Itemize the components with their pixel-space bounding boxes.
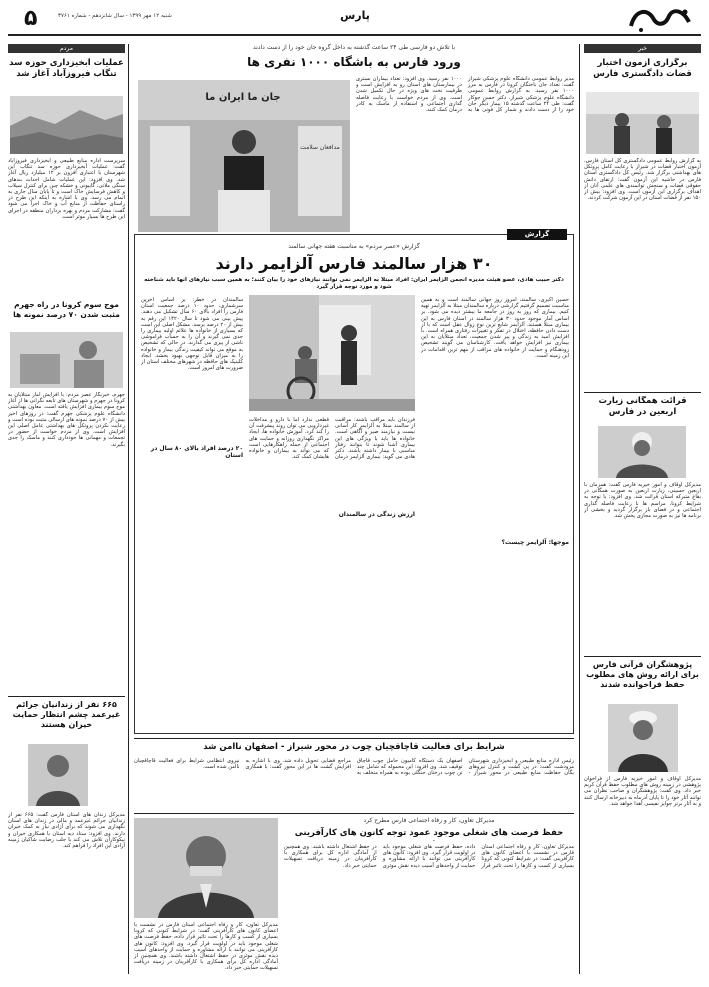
left-story3-photo [28, 744, 88, 806]
right-story1-body: به گزارش روابط عمومی دادگستری کل استان فارس، آزمون اختبار قضات در شیراز با رعایت کامل پروتکل های بهداشتی برگزار شد. رئیس کل دادگستری استان فارس در حاشیه این آزمون گفت: ارتقای دانش حقوقی قضات و سنجش توانمندی های علمی آنان از اهداف برگزاری این آزمون است. وی افزود: بیش از ۱۵۰ نفر از قضات استان در این آزمون شرکت کردند. [584, 158, 701, 202]
top-body: مدیر روابط عمومی دانشگاه علوم پزشکی شیراز گفت: تعداد جان باختگان کرونا در فارس به مرز ۱۰۰۰ نفر رسید. به گزارش روابط عمومی دانشگاه علوم پزشکی شیراز، دکتر حسن جوکار گفت: طی ۲۴ ساعت گذشته ۱۵ بیمار دیگر جان خود را از دست دادند و شمار کل فوتی ها به ۱۰۰۰ نفر رسید. وی افزود: تعداد بیماران بستری در بیمارستان های استان رو به افزایش است و ظرفیت تخت های ویژه در حال تکمیل شدن است. وی از مردم خواست با رعایت فاصله گذاری اجتماعی و استفاده از ماسک به کادر درمان کمک کنند. [356, 76, 574, 114]
right-story3-headline: پژوهشگران قرآنی فارس برای ارائه روش های مطلوب حفظ فراخوانده شدند [586, 660, 699, 689]
feature-kicker: گزارش «عصر مردم» به مناسبت هفته جهانی سالمند [288, 243, 420, 250]
page-number: ۵ [24, 6, 38, 31]
feature-col-left: سالمندان در خطر: بر اساس آخرین سرشماری، حدود ۱۰ درصد جمعیت استان فارس را افراد بالای ۶۰ سال تشکیل می دهند. پیش بینی می شود تا سال ۱۴۲۰ این رقم به بیش از ۲۰ درصد برسد. مشکل اصلی این است که بسیاری از خانواده ها علائم اولیه بیماری را جدی نمی گیرند و آن را به حساب فراموشی ناشی از پیری می گذارند. در حالی که تشخیص به موقع می تواند کیفیت زندگی بیمار و خانواده را به میزان قابل توجهی بهبود بخشد. ایجاد کلینیک های حافظه در شهرهای مختلف استان از ضرورت های امروز است. [141, 297, 243, 372]
feature-subhead-1: موجها: آلزایمر چیست؟ [421, 539, 569, 546]
right-story2-headline: قرائت همگانی زیارت اربعین در فارس [598, 396, 687, 417]
feature-subhead-3: ۲۰ درصد افراد بالای ۸۰ سال در استان [141, 445, 243, 459]
bottom-headline-2: حفظ فرصت های شغلی موجود عمود توجه کانون های کارآفرینی [294, 828, 564, 838]
newspaper-logo [625, 4, 697, 34]
top-headline: ورود فارس به باشگاه ۱۰۰۰ نفری ها [247, 55, 461, 69]
right-story3-photo [608, 704, 678, 772]
dateline: شنبه ۱۲ مهر ۱۳۹۹ - سال شانزدهم - شماره ۳۷۶۱ [58, 13, 172, 19]
feature-story [134, 230, 574, 734]
left-story1-headline: عملیات آبخیزداری حوزه سد تنگاب فیروزآباد آغاز شد [9, 58, 124, 79]
bottom-body-2: مدیرکل تعاون، کار و رفاه اجتماعی استان فارس در نشست با اعضای کانون های کارآفرینی گفت: در شرایط کنونی که کرونا بسیاری از کسب و کارها را تحت تاثیر قرار داده، حفظ فرصت های شغلی موجود باید در اولویت قرار گیرد. وی افزود: کانون های کارآفرینی می توانند با ارائه مشاوره و حمایت از واحدهای آسیب دیده نقش موثری در حفظ اشتغال داشته باشند. وی همچنین از آمادگی اداره کل برای همکاری با کارآفرینان در زمینه دریافت تسهیلات حمایتی خبر داد. [284, 844, 574, 869]
left-column [8, 44, 125, 978]
right-story1-headline: برگزاری آزمون اختبار قضات دادگستری فارس [593, 58, 692, 79]
feature-headline: ۳۰ هزار سالمند فارس آلزایمر دارند [215, 254, 493, 273]
feature-lead: دکتر حبیب هادی، عضو هیئت مدیره انجمن آلزایمر ایران: افراد مبتلا به آلزایمر نمی توانند نیازهای خود را بیان کنند؛ به همین سبب نیازهای آنها باید شناخته شود و مورد توجه قرار گیرد [144, 277, 564, 290]
top-photo [138, 80, 350, 232]
feature-subhead-2: ارزش زندگی در سالمندان [335, 511, 415, 518]
bottom-body-2-continued: مدیرکل تعاون، کار و رفاه اجتماعی استان فارس در نشست با اعضای کانون های کارآفرینی گفت: در شرایط کنونی که کرونا بسیاری از کسب و کارها را تحت تاثیر قرار داده، حفظ فرصت های شغلی موجود باید در اولویت قرار گیرد. وی افزود: کانون های کارآفرینی می توانند با ارائه مشاوره و حمایت از واحدهای آسیب دیده نقش موثری در حفظ اشتغال داشته باشند. وی همچنین از آمادگی اداره کل برای همکاری با کارآفرینان در زمینه دریافت تسهیلات حمایتی خبر داد. [134, 922, 278, 972]
right-story1-photo [586, 92, 699, 154]
left-story1-photo [10, 96, 123, 154]
left-section-label: مردم [8, 44, 125, 53]
right-story3-body: مدیرکل اوقاف و امور خیریه فارس از فراخوان پژوهشی در زمینه روش های مطلوب حفظ قرآن کریم خبر داد. وی گفت: پژوهشگران و صاحب نظران می توانند آثار خود را تا پایان آذرماه به دبیرخانه ارسال کنند و به آثار برتر جوایز نفیسی اهدا خواهد شد. [584, 776, 701, 807]
photo-caption: مدافعان سلامت [300, 144, 340, 151]
photo-banner: جان ما ایران ما [205, 92, 281, 103]
right-section-label: خبر [584, 44, 701, 53]
right-story2-photo [598, 426, 686, 478]
top-kicker: با تلاش دو فارسی طی ۲۴ ساعت گذشته به داخل گروه جان خود را از دست دادند [252, 44, 456, 51]
feature-tag: گزارش [507, 229, 567, 240]
bottom-kicker-2: مدیرکل تعاون، کار و رفاه اجتماعی فارس مطرح کرد [363, 817, 495, 824]
feature-col-right: حسین اکبری، سالمند، امروز روز جهانی سالمند است و به همین مناسبت تصمیم گرفتیم گزارشی درباره سالمندان مبتلا به آلزایمر تهیه کنیم. بیماری که روز به روز در جامعه ما بیشتر دیده می شود. بر اساس آمار موجود حدود ۳۰ هزار سالمند در استان فارس به این بیماری مبتلا هستند. آلزایمر شایع ترین نوع زوال عقل است که با از دست دادن حافظه، اختلال در تفکر و تغییرات رفتاری همراه است. با افزایش امید به زندگی و پیر شدن جمعیت، تعداد مبتلایان به این بیماری نیز افزایش خواهد یافت. کارشناسان می گویند تشخیص زودهنگام و حمایت از خانواده های مراقب از مهم ترین اقدامات در این زمینه است. [421, 297, 569, 359]
left-story2-body: جهرم، خبرنگار عصر مردم: با افزایش آمار مبتلایان به کرونا در جهرم و شهرستان های تابعه نگرانی ها از آغاز موج سوم بیماری افزایش یافته است. معاون بهداشتی دانشگاه علوم پزشکی جهرم گفت: در روزهای اخیر بیش از ۷۰ درصد نمونه های ارسالی مثبت بوده است و رعایت نکردن پروتکل های بهداشتی عامل اصلی این افزایش است. وی از مردم خواست از حضور در تجمعات و مهمانی ها خودداری کنند و ماسک را جدی بگیرند. [8, 392, 125, 448]
left-story3-body: مدیرکل زندان های استان فارس گفت: ۶۶۵ نفر از زندانیان جرائم غیرعمد و مالی در زندان های استان نگهداری می شوند که برای آزادی نیاز به کمک خیران دارند. وی افزود: ستاد دیه استان با همکاری خیران و نیکوکاران تلاش می کند با جلب رضایت شاکیان زمینه آزادی این افراد را فراهم کند. [8, 812, 125, 850]
bottom-photo [134, 818, 278, 918]
masthead [0, 0, 709, 40]
left-story2-photo [10, 332, 123, 388]
left-story2-headline: موج سوم کرونا در راه جهرم مثبت شدن ۷۰ درصد نمونه ها [13, 300, 120, 319]
feature-col-mid: فرزندان باید مراقب باشند: مراقبت از سالمند مبتلا به آلزایمر کار آسانی نیست و نیازمند صبر و آگاهی است. خانواده ها باید با ویژگی های این بیماری آشنا شوند تا بتوانند رفتار مناسبی با بیمار داشته باشند. دکتر هادی می گوید: بیماری آلزایمر درمان قطعی ندارد اما با دارو و مداخلات غیردارویی می توان روند پیشرفت آن را کند کرد. آموزش خانواده ها، ایجاد مراکز نگهداری روزانه و حمایت های اجتماعی از جمله راهکارهایی است که می تواند به بیماران و خانواده هایشان کمک کند. [249, 417, 415, 461]
feature-photo [249, 295, 415, 411]
bottom-headline-1: شرایط برای فعالیت قاچاقچیان چوب در محور شیراز - اصفهان ناامن شد [203, 742, 505, 752]
left-story3-headline: ۶۶۵ نفر از زندانیان جرائم غیرعمد چشم انتظار حمایت خیران هستند [12, 700, 121, 729]
left-story1-body: سرپرست اداره منابع طبیعی و آبخیزداری فیروزآباد گفت: عملیات آبخیزداری حوزه سد تنگاب این شهرستان با اعتباری افزون بر ۱۲ میلیارد ریال آغاز شد. وی افزود: این عملیات شامل احداث بندهای سنگی ملاتی، گابیونی و خشکه چین برای کنترل سیلاب و کاهش فرسایش خاک است و تا پایان سال جاری به اتمام می رسد. وی با اشاره به اینکه این طرح در راستای حفاظت از منابع آب و خاک اجرا می شود گفت: مشارکت مردم و بهره برداران منطقه در اجرای این طرح ها بسیار موثر است. [8, 158, 125, 220]
section-title: پارس [340, 9, 370, 22]
right-column [584, 44, 701, 978]
bottom-body-1: رئیس اداره منابع طبیعی و آبخیزداری شهرستان مرودشت گفت: در پی گشت و کنترل نیروهای یگان حفاظت منابع طبیعی در محور شیراز - اصفهان یک دستگاه کامیون حامل چوب قاچاق توقیف شد. وی افزود: این محموله که شامل چند تن چوب درختان جنگلی بوده به همراه متخلف به مراجع قضایی تحویل داده شد. وی با اشاره به افزایش گشت ها در این محور گفت: با همکاری نیروی انتظامی شرایط برای فعالیت قاچاقچیان ناامن شده است. [134, 758, 574, 777]
right-story2-body: مدیرکل اوقاف و امور خیریه فارس گفت: همزمان با اربعین حسینی، زیارت اربعین به صورت همگانی در بقاع متبرکه استان قرائت شد. وی افزود: با توجه به شرایط کرونا، مراسم ها با رعایت فاصله گذاری اجتماعی و در فضای باز برگزار گردید و بخشی از برنامه ها نیز به صورت مجازی پخش شد. [584, 482, 701, 520]
top-center [134, 44, 574, 234]
bottom-center [134, 738, 574, 978]
